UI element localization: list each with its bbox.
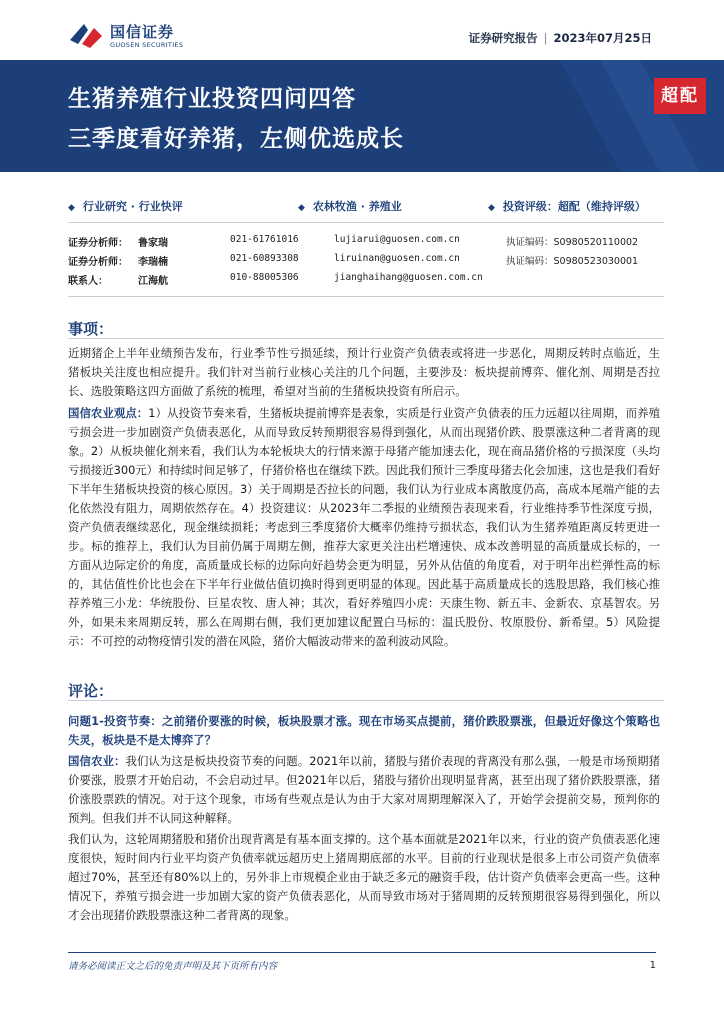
logo-mark-icon xyxy=(68,20,104,50)
section-heading-events: 事项： xyxy=(68,320,114,338)
company-logo xyxy=(68,20,198,52)
diamond-icon: ◆ xyxy=(68,203,75,213)
analyst-email[interactable]: lujiarui@guosen.com.cn xyxy=(334,234,460,245)
analyst-email[interactable]: liruinan@guosen.com.cn xyxy=(334,253,460,264)
analyst-table xyxy=(68,234,668,291)
comment-paragraph-2: 我们认为，这轮周期猪股和猪价出现背离是有基本面支撑的。这个基本面就是2021年以来，行业的资产负债表恶化速度很快，短时间内行业平均资产负债率就远超历史上猪周期底部的水平。目前的行业现状是很多上市公司资产负债率超过70%，甚至还有80%以上的，另外非上市规模企业由于缺乏多元的融资手段，估计资产负债率会更高一些。这种情况下，养殖亏损会进一步加剧大家的资产负债表恶化，从而导致市场对于猪周期的反转预期很容易得到强化，所以才会出现猪价跌股票涨这种二者背离的现象。 xyxy=(68,832,660,922)
analyst-row: 证券分析师： 李瑞楠 021-60893308 liruinan@guosen.com.cn 执证编码：S0980523030001 xyxy=(68,253,639,268)
footer-disclaimer: 请务必阅读正文之后的免责声明及其下页所有内容 xyxy=(68,961,278,972)
question-1: 问题1-投资节奏：之前猪价要涨的时候，板块股票才涨。现在市场买点提前，猪价跌股票涨，但最近好像这个策略也失灵，板块是不是太博弈了？ xyxy=(68,714,660,747)
banner-decoration xyxy=(0,60,724,172)
analyst-row: 证券分析师： 鲁家瑞 021-61761016 lujiarui@guosen.com.cn 执证编码：S0980520110002 xyxy=(68,234,639,249)
answer-lead: 国信农业： xyxy=(68,754,126,768)
divider xyxy=(68,700,664,701)
title-banner xyxy=(0,60,724,172)
page-number: 1 xyxy=(649,960,656,971)
report-title: 生猪养殖行业投资四问四答 xyxy=(68,86,356,112)
events-paragraph: 近期猪企上半年业绩预告发布，行业季节性亏损延续，预计行业资产负债表或将进一步恶化，周期反转时点临近，生猪板块关注度也相应提升。我们针对当前行业核心关注的几个问题，主要涉及：板块提前博弈、催化剂、周期是否拉长、选股策略这四方面做了系统的梳理，希望对当前的生猪板块投资有所启示。 xyxy=(68,346,660,398)
tag-category: ◆ 行业研究 · 行业快评 xyxy=(68,200,183,213)
report-meta: 证券研究报告 | 2023年07月25日 xyxy=(468,31,652,45)
report-subtitle: 三季度看好养猪，左侧优选成长 xyxy=(68,126,404,152)
report-date: 2023年07月25日 xyxy=(553,31,652,45)
divider xyxy=(68,222,664,223)
diamond-icon: ◆ xyxy=(298,203,305,213)
view-paragraph xyxy=(68,404,660,651)
rating-badge: 超配 xyxy=(654,78,706,114)
report-type: 证券研究报告 xyxy=(468,31,538,45)
answer-paragraph xyxy=(68,752,660,828)
tag-rating: ◆ 投资评级：超配（维持评级） xyxy=(488,200,646,213)
view-lead: 国信农业观点： xyxy=(68,406,149,420)
report-tags xyxy=(68,198,664,214)
tag-sector: ◆ 农林牧渔 · 养殖业 xyxy=(298,200,402,213)
analyst-email[interactable]: jianghaihang@guosen.com.cn xyxy=(334,272,483,283)
logo-text-en: GUOSEN SECURITIES xyxy=(110,41,184,49)
logo-text-cn: 国信证券 xyxy=(110,23,175,41)
footer-divider xyxy=(68,952,656,953)
divider xyxy=(68,338,664,339)
diamond-icon: ◆ xyxy=(488,203,495,213)
section-heading-comments: 评论： xyxy=(68,682,114,700)
answer-text: 我们认为这是板块投资节奏的问题。2021年以前，猪股与猪价表现的背离没有那么强，一般是市场预期猪价要涨，股票才开始启动，不会启动过早。但2021年以后，猪股与猪价出现明显背离，甚至出现了猪价跌股票涨，猪价涨股票跌的情况。对于这个现象，市场有些观点是认为由于大家对周期理解深入了，开始学会提前交易，预判你的预判。但我们并不认同这种解释。 xyxy=(68,754,660,825)
view-text: 1）从投资节奏来看，生猪板块提前博弈是表象，实质是行业资产负债表的压力远超以往周期，而养殖亏损会进一步加剧资产负债表恶化，从而导致反转预期很容易得到强化，从而出现猪价跌、股票涨这种二者背离的现象。2）从板块催化剂来看，我们认为本轮板块大的行情来源于母猪产能加速去化，现在商品猪价格的亏损深度（头均亏损接近300元）和持续时间足够了，仔猪价格也在继续下跌。因此我们预计三季度母猪去化会加速，这也是我们看好下半年生猪板块投资的核心原因。3）关于周期是否拉长的问题，我们认为行业成本离散度仍高，高成本尾端产能的去化依然没有阻力，周期依然存在。4）投资建议：从2023年二季报的业绩预告表现来看，行业维持季节性深度亏损，资产负债表继续恶化，现金继续损耗；考虑到三季度猪价大概率仍维持亏损状态，我们认为生猪养殖距离反转更进一步。标的推荐上，我们认为目前仍属于周期左侧，推荐大家更关注出栏增速快、成本改善明显的高质量成长标的，一方面从边际定价的角度，高质量成长标的边际向好趋势会更为明显，另外从估值的角度看，对于明年出栏弹性高的标的，其估值性价比也会在下半年行业做估值切换时得到更明显的体现。因此基于高质量成长的选股思路，我们核心推荐养殖三小龙：华统股份、巨星农牧、唐人神；其次，看好养殖四小虎：天康生物、新五丰、金新农、京基智农。另外，如果未来周期反转，那么在周期右侧，我们更加建议配置白马标的：温氏股份、牧原股份、新希望。5）风险提示：不可控的动物疫情引发的潜在风险，猪价大幅波动带来的盈利波动风险。 xyxy=(68,406,660,648)
analyst-row: 联系人： 江海航 010-88005306 jianghaihang@guosen.com.cn xyxy=(68,272,483,287)
divider xyxy=(68,296,664,297)
